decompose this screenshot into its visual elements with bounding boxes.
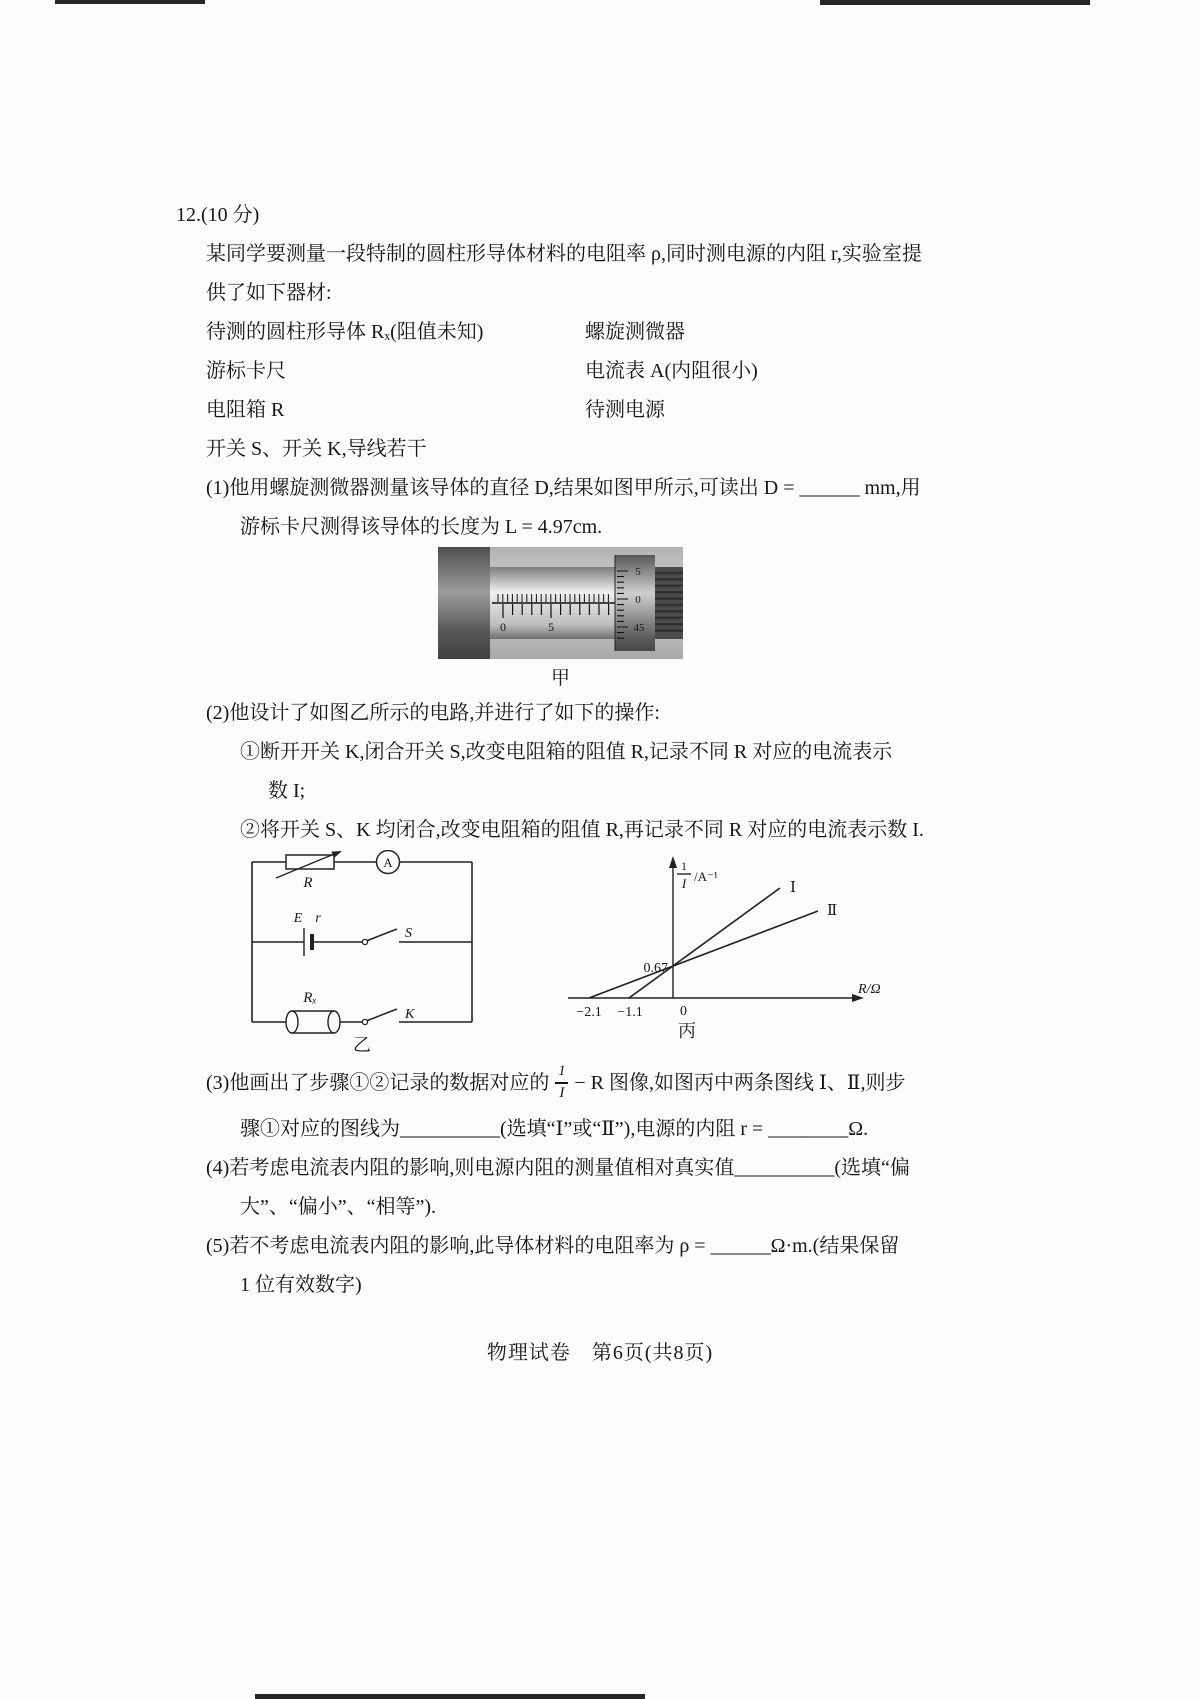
scan-artifact bbox=[255, 1694, 645, 1699]
part-3-text-before-fraction: (3)他画出了步骤①②记录的数据对应的 bbox=[206, 1071, 550, 1094]
x-tick-zero: 0 bbox=[680, 1004, 687, 1019]
scan-artifact bbox=[820, 0, 1090, 5]
rx-label: Rₓ bbox=[303, 990, 317, 1006]
scan-artifact bbox=[55, 0, 205, 4]
part-1-line-2: 游标卡尺测得该导体的长度为 L = 4.97cm. bbox=[240, 516, 603, 538]
figure-jia bbox=[438, 547, 683, 694]
part-4-line-1: (4)若考虑电流表内阻的影响,则电源内阻的测量值相对真实值__________(选填“偏 bbox=[206, 1157, 910, 1179]
equipment-item: 电流表 A(内阻很小) bbox=[585, 360, 758, 382]
equipment-item: 开关 S、开关 K,导线若干 bbox=[206, 438, 427, 460]
x-axis-label: R/Ω bbox=[858, 982, 881, 997]
figure-caption-bing: 丙 bbox=[678, 1021, 696, 1041]
equipment-row bbox=[206, 313, 956, 352]
thimble-label-0: 0 bbox=[635, 594, 641, 606]
resistor-label: R bbox=[303, 875, 313, 891]
y-axis-unit: /A⁻¹ bbox=[694, 869, 718, 884]
battery-emf-label: E bbox=[293, 911, 303, 926]
part-2-step-1a: ①断开开关 K,闭合开关 S,改变电阻箱的阻值 R,记录不同 R 对应的电流表示 bbox=[240, 741, 893, 763]
switch-s-label: S bbox=[405, 926, 412, 941]
ammeter-label: A bbox=[383, 855, 393, 870]
line-II-label: Ⅱ bbox=[827, 903, 838, 919]
page-footer: 物理试卷 第6页(共8页) bbox=[486, 1342, 714, 1364]
part-2-line-1: (2)他设计了如图乙所示的电路,并进行了如下的操作: bbox=[206, 702, 660, 724]
part-3-line-2: 骤①对应的图线为__________(选填“Ⅰ”或“Ⅱ”),电源的内阻 r = ________Ω. bbox=[240, 1118, 869, 1140]
switch-k-lever bbox=[368, 1009, 398, 1021]
y-axis-label-denominator: I bbox=[681, 876, 687, 891]
fraction-1-over-I bbox=[555, 1064, 568, 1101]
thimble-label-45: 45 bbox=[633, 622, 645, 634]
intro-line-1: 某同学要测量一段特制的圆柱形导体材料的电阻率 ρ,同时测电源的内阻 r,实验室提 bbox=[206, 243, 922, 265]
switch-k-label: K bbox=[405, 1007, 415, 1022]
graph-figure bbox=[550, 850, 890, 1042]
y-axis-label-numerator: 1 bbox=[681, 859, 687, 873]
equipment-item: 待测电源 bbox=[585, 399, 665, 421]
question-number: 12.(10 分) bbox=[176, 204, 260, 226]
switch-s-pivot bbox=[362, 939, 367, 944]
fraction-numerator: 1 bbox=[558, 1063, 566, 1080]
part-4-line-2: 大”、“偏小”、“相等”). bbox=[240, 1196, 437, 1218]
switch-s-lever bbox=[368, 929, 398, 941]
rx-right-end bbox=[328, 1011, 340, 1033]
part-1-line-1: (1)他用螺旋测微器测量该导体的直径 D,结果如图甲所示,可读出 D = ______ mm,用 bbox=[206, 477, 921, 499]
equipment-item: 螺旋测微器 bbox=[585, 321, 685, 343]
question-12 bbox=[176, 196, 956, 1305]
equipment-row bbox=[206, 352, 956, 391]
equipment-item: 电阻箱 R bbox=[206, 399, 285, 421]
line-II bbox=[589, 911, 818, 998]
y-intercept-label: 0.67 bbox=[643, 961, 668, 976]
micrometer-ratchet bbox=[655, 567, 683, 639]
part-5-line-1: (5)若不考虑电流表内阻的影响,此导体材料的电阻率为 ρ = ______Ω·m.(结果保留 bbox=[206, 1235, 900, 1257]
micrometer-frame bbox=[438, 547, 490, 659]
main-scale-label-0: 0 bbox=[500, 620, 506, 634]
micrometer-figure bbox=[438, 547, 683, 659]
thimble-label-5: 5 bbox=[635, 566, 641, 578]
figure-caption-jia: 甲 bbox=[550, 668, 570, 689]
fraction-bar bbox=[555, 1082, 568, 1084]
part-2-step-2: ②将开关 S、K 均闭合,改变电阻箱的阻值 R,再记录不同 R 对应的电流表示数 I. bbox=[240, 819, 924, 841]
circuit-figure bbox=[242, 850, 492, 1056]
part-2-step-1b: 数 I; bbox=[268, 780, 306, 802]
x-tick-minus-1-1: −1.1 bbox=[617, 1005, 643, 1020]
battery-internal-resistance-label: r bbox=[315, 911, 321, 926]
switch-k-pivot bbox=[362, 1019, 367, 1024]
main-scale-label-5: 5 bbox=[548, 620, 554, 634]
part-5-line-2: 1 位有效数字) bbox=[240, 1274, 362, 1296]
equipment-item: 游标卡尺 bbox=[206, 360, 286, 382]
equipment-row bbox=[206, 391, 956, 430]
line-I-label: Ⅰ bbox=[790, 880, 796, 896]
line-I bbox=[629, 888, 780, 998]
equipment-item: 待测的圆柱形导体 Rₓ(阻值未知) bbox=[206, 321, 484, 343]
intro-line-2: 供了如下器材: bbox=[206, 282, 332, 304]
y-axis-arrowhead bbox=[669, 856, 677, 868]
part-3-text-after-fraction: − R 图像,如图丙中两条图线 Ⅰ、Ⅱ,则步 bbox=[574, 1071, 906, 1094]
fraction-denominator: I bbox=[559, 1084, 565, 1101]
figure-caption-yi: 乙 bbox=[353, 1035, 371, 1055]
part-3-line-1 bbox=[206, 1056, 956, 1110]
rx-left-end bbox=[286, 1011, 298, 1033]
x-tick-minus-2-1: −2.1 bbox=[576, 1005, 602, 1020]
figures-row bbox=[176, 850, 956, 1056]
